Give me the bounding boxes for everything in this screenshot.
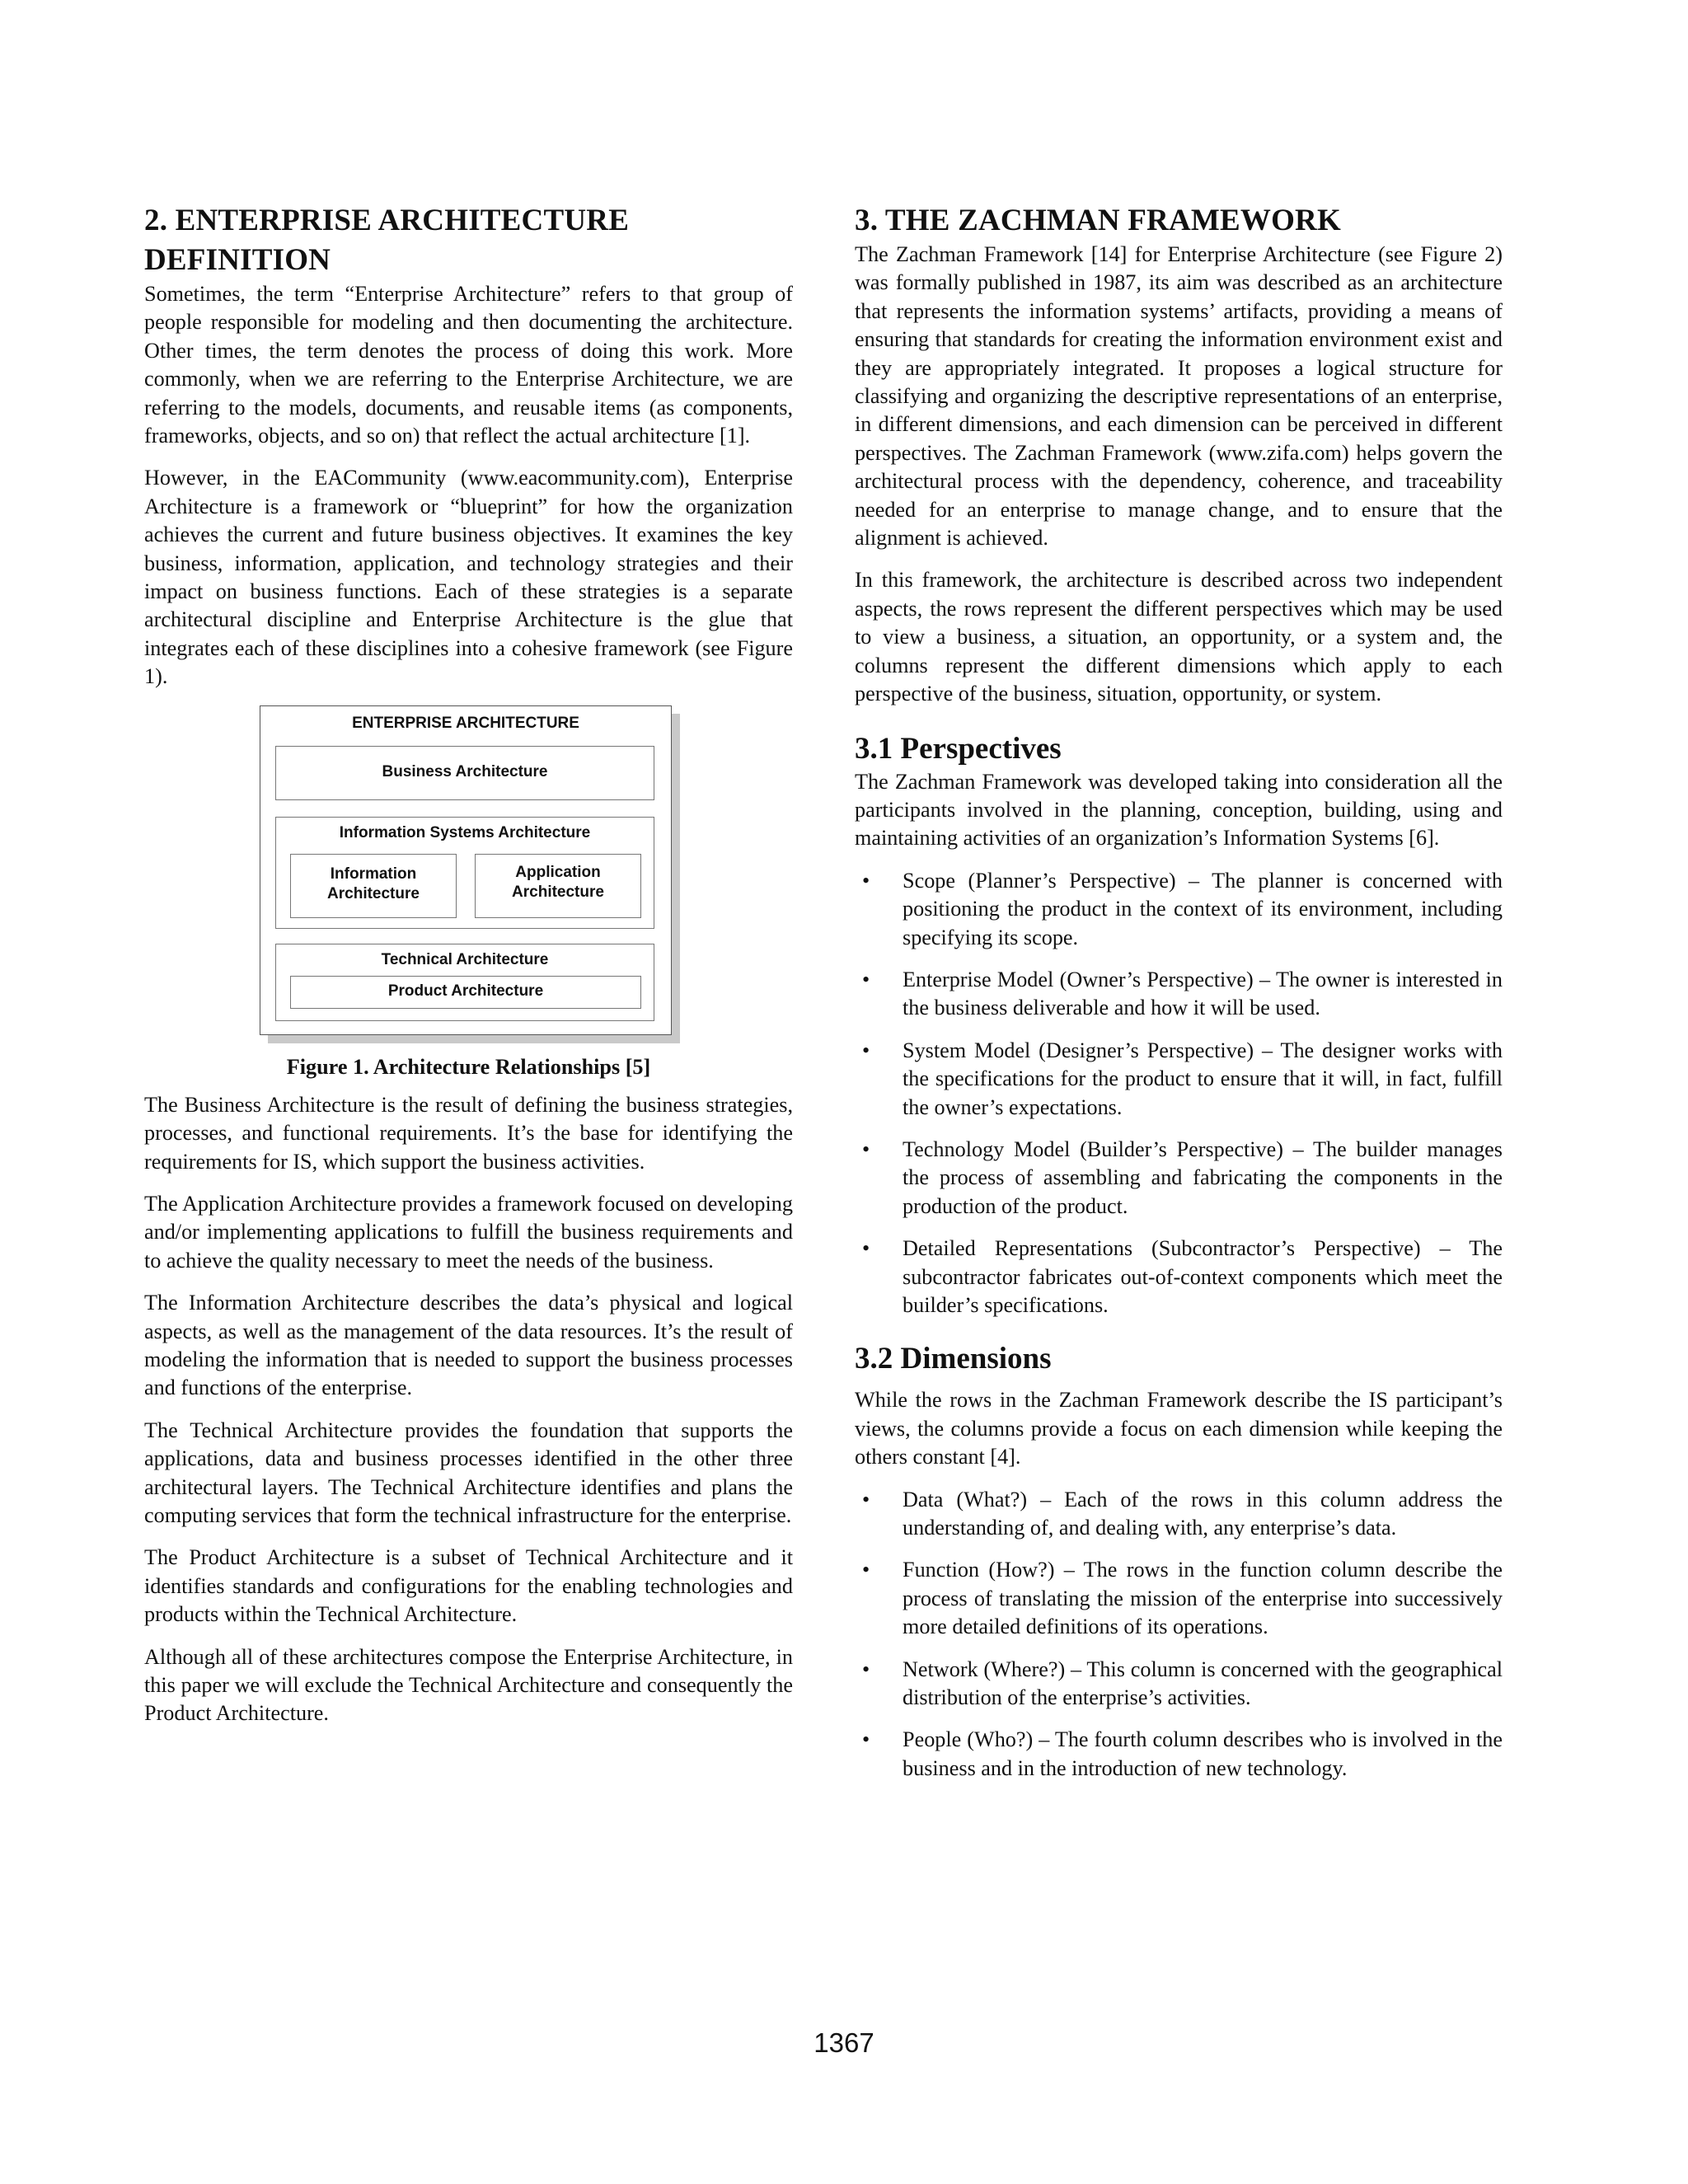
bullet-icon: • bbox=[862, 1236, 870, 1261]
left-column bbox=[144, 201, 793, 1728]
bullet-icon: • bbox=[862, 1137, 870, 1161]
paragraph: However, in the EACommunity (www.eacommunity.com), Enterprise Architecture is a framework or “blueprint” for how the organization achieves the current and future business objectives. It examines the key business, information, application, and technology strategies and their impact on business functions. Each of these strategies is a separate architectural discipline and Enterprise Architecture is the glue that integrates each of these disciplines into a cohesive framework (see Figure 1). bbox=[144, 466, 793, 689]
paragraph: Although all of these architectures compose the Enterprise Architecture, in this paper we will exclude the Technical Architecture and consequently the Product Architecture. bbox=[144, 1644, 793, 1726]
technical-architecture-label: Technical Architecture bbox=[381, 950, 549, 968]
information-systems-architecture-box bbox=[275, 817, 654, 929]
bullet-icon: • bbox=[862, 868, 870, 893]
bullet-icon: • bbox=[862, 1487, 870, 1511]
dimensions-list bbox=[855, 1486, 1503, 1783]
figure-1-diagram bbox=[260, 705, 682, 1045]
list-item: • People (Who?) – The fourth column describes who is involved in the business and in the introduction of new technology. bbox=[862, 1727, 1503, 1780]
subsection-heading-3-1: 3.1 Perspectives bbox=[855, 731, 1062, 766]
list-item: • Function (How?) – The rows in the function column describe the process of translating the mission of the enterprise into successively more detailed definitions of its operations. bbox=[862, 1558, 1503, 1639]
figure-1-caption: Figure 1. Architecture Relationships [5] bbox=[286, 1054, 651, 1079]
paragraph: Sometimes, the term “Enterprise Architecture” refers to that group of people responsible for modeling and then documenting the architecture. Other times, the term denotes the process of doing this work. More commonly, when we are referring to the Enterprise Architecture, we are referring to the models, documents, and reusable items (as components, frameworks, objects, and so on) that reflect the actual architecture [1]. bbox=[144, 282, 793, 448]
bullet-icon: • bbox=[862, 1727, 870, 1752]
information-systems-architecture-label: Information Systems Architecture bbox=[339, 823, 591, 841]
paragraph: The Business Architecture is the result of defining the business strategies, processes, and functional requirements. It’s the base for identifying the requirements for IS, which support the business activities. bbox=[144, 1092, 793, 1174]
business-architecture-box: Business Architecture bbox=[275, 746, 654, 800]
subsection-heading-3-2: 3.2 Dimensions bbox=[855, 1342, 1052, 1376]
list-item: • System Model (Designer’s Perspective) – The designer works with the specifications for the product to ensure that it will, in fact, fulfill the owner’s expectations. bbox=[862, 1038, 1503, 1119]
list-item: • Enterprise Model (Owner’s Perspective) – The owner is interested in the business deliverable and how it will be used. bbox=[862, 967, 1503, 1020]
paragraph: The Zachman Framework was developed taking into consideration all the participants involved in the planning, conception, building, using and maintaining activities of an organization’s Information Systems [6]. bbox=[855, 769, 1503, 851]
page-number: 1367 bbox=[814, 2027, 874, 2058]
list-item: • Technology Model (Builder’s Perspective) – The builder manages the process of assembling and fabricating the components in the production of the product. bbox=[862, 1137, 1503, 1218]
application-architecture-label-2: Architecture bbox=[512, 883, 604, 901]
application-architecture-box bbox=[475, 854, 641, 918]
paragraph: The Application Architecture provides a framework focused on developing and/or implementing applications to fulfill the business requirements and to achieve the quality necessary to meet the needs of the business. bbox=[144, 1191, 793, 1272]
paragraph: While the rows in the Zachman Framework describe the IS participant’s views, the columns provide a focus on each dimension while keeping the others constant [4]. bbox=[855, 1388, 1503, 1469]
application-architecture-label-1: Application bbox=[515, 863, 601, 881]
list-item: • Data (What?) – Each of the rows in this column address the understanding of, and dealing with, any enterprise’s data. bbox=[862, 1487, 1503, 1540]
list-item: • Detailed Representations (Subcontractor’s Perspective) – The subcontractor fabricates out-of-context components which meet the builder’s specifications. bbox=[862, 1236, 1503, 1317]
section-heading-2: 2. ENTERPRISE ARCHITECTURE DEFINITION bbox=[144, 204, 630, 277]
product-architecture-box: Product Architecture bbox=[290, 976, 641, 1009]
list-item: • Scope (Planner’s Perspective) – The planner is concerned with positioning the product in the context of its environment, including specifying its scope. bbox=[862, 868, 1503, 949]
bullet-icon: • bbox=[862, 1558, 870, 1582]
paragraph: The Zachman Framework [14] for Enterprise Architecture (see Figure 2) was formally published in 1987, its aim was described as an architecture that represents the information systems’ artifacts, providing a means of ensuring that standards for creating the information environment exist and they are appropriately integrated. It proposes a logical structure for classifying and organizing the descriptive representations of an enterprise, in different dimensions, and each dimension can be perceived in different perspectives. The Zachman Framework (www.zifa.com) helps govern the architectural process with the dependency, coherence, and traceability needed for an enterprise to manage change, and to ensure that the alignment is achieved. bbox=[855, 242, 1503, 551]
right-column bbox=[855, 201, 1503, 1797]
paragraph: The Technical Architecture provides the foundation that supports the applications, data and business processes identified in the other three architectural layers. The Technical Architecture identifies and plans the computing services that form the technical infrastructure for the enterprise. bbox=[144, 1418, 793, 1527]
perspectives-list bbox=[855, 867, 1503, 1320]
information-architecture-box bbox=[290, 854, 457, 918]
paragraph: In this framework, the architecture is described across two independent aspects, the rows represent the different perspectives which may be used to view a business, a situation, an opportunity, or a system and, the columns represent the different dimensions which apply to each perspective of the business, situation, opportunity, or system. bbox=[855, 568, 1503, 706]
bullet-icon: • bbox=[862, 1657, 870, 1681]
section-heading-3: 3. THE ZACHMAN FRAMEWORK bbox=[855, 204, 1341, 237]
bullet-icon: • bbox=[862, 1038, 870, 1062]
paragraph: The Product Architecture is a subset of Technical Architecture and it identifies standards and configurations for the enabling technologies and products within the Technical Architecture. bbox=[144, 1545, 793, 1627]
technical-architecture-box bbox=[275, 944, 654, 1021]
paragraph: The Information Architecture describes the data’s physical and logical aspects, as well as the management of the data resources. It’s the result of modeling the information that is needed to support the business processes and functions of the enterprise. bbox=[144, 1291, 793, 1400]
enterprise-architecture-box bbox=[260, 705, 672, 1035]
enterprise-architecture-label: ENTERPRISE ARCHITECTURE bbox=[352, 714, 579, 732]
information-architecture-label-2: Architecture bbox=[327, 884, 420, 902]
list-item: • Network (Where?) – This column is concerned with the geographical distribution of the enterprise’s activities. bbox=[862, 1657, 1503, 1710]
information-architecture-label-1: Information bbox=[330, 865, 417, 883]
bullet-icon: • bbox=[862, 967, 870, 991]
